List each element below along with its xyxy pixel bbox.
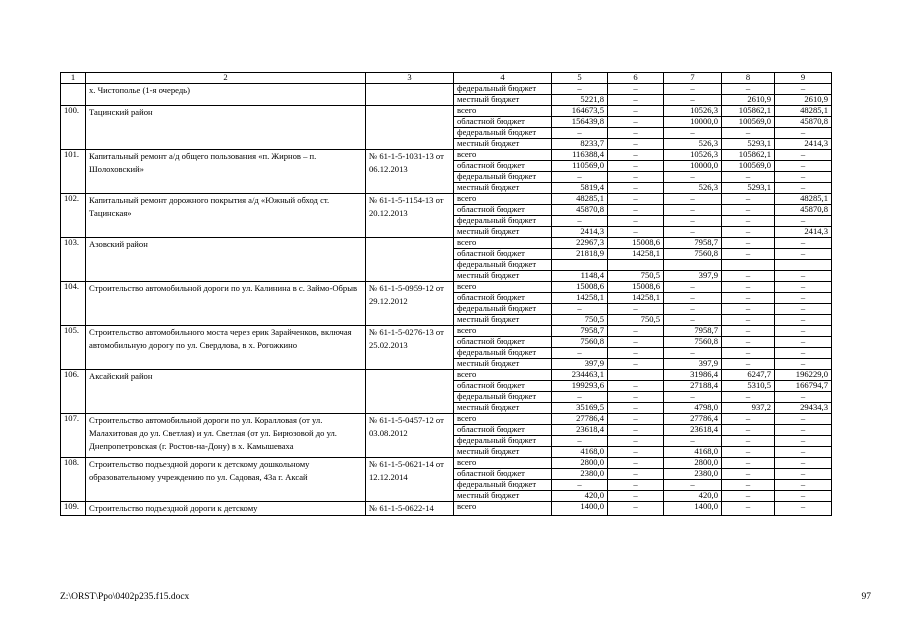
value-cell: –	[722, 337, 775, 348]
budget-type: областной бюджет	[454, 381, 552, 392]
value-cell: 397,9	[664, 271, 722, 282]
item-document: № 61-1-5-0959-12 от 29.12.2012	[366, 282, 454, 326]
value-cell: –	[722, 348, 775, 359]
budget-type: федеральный бюджет	[454, 348, 552, 359]
value-cell: 6247,7	[722, 370, 775, 381]
value-cell	[775, 260, 832, 271]
table-row	[61, 414, 832, 425]
value-cell: –	[775, 150, 832, 161]
budget-type: федеральный бюджет	[454, 436, 552, 447]
table-body	[61, 84, 832, 516]
budget-type: федеральный бюджет	[454, 480, 552, 491]
value-cell	[608, 370, 664, 381]
item-number: 108.	[61, 458, 86, 502]
value-cell: 156439,8	[552, 117, 608, 128]
budget-type: местный бюджет	[454, 447, 552, 458]
budget-type: областной бюджет	[454, 205, 552, 216]
page-number: 97	[861, 592, 871, 602]
table-row	[61, 370, 832, 381]
value-cell: 100569,0	[722, 161, 775, 172]
value-cell: –	[775, 469, 832, 480]
item-name: Капитальный ремонт а/д общего пользования «п. Жирнов – п. Шолоховский»	[86, 150, 366, 194]
budget-type: областной бюджет	[454, 425, 552, 436]
value-cell: 2800,0	[552, 458, 608, 469]
value-cell: –	[722, 172, 775, 183]
item-name: Аксайский район	[86, 370, 366, 414]
header-row	[61, 73, 832, 84]
value-cell: –	[608, 337, 664, 348]
value-cell: 5293,1	[722, 183, 775, 194]
value-cell: –	[775, 502, 832, 516]
value-cell: –	[608, 84, 664, 95]
budget-type: всего	[454, 458, 552, 469]
value-cell: 48285,1	[775, 194, 832, 205]
value-cell: –	[722, 227, 775, 238]
table-row	[61, 282, 832, 293]
value-cell: –	[722, 436, 775, 447]
budget-type: областной бюджет	[454, 117, 552, 128]
table-row	[61, 238, 832, 249]
value-cell: –	[775, 282, 832, 293]
value-cell: –	[775, 447, 832, 458]
header-cell: 2	[86, 73, 366, 84]
budget-type: областной бюджет	[454, 469, 552, 480]
footer-file-path: Z:\ORST\Ppo\0402p235.f15.docx	[60, 592, 190, 602]
value-cell: –	[608, 194, 664, 205]
value-cell: 5293,1	[722, 139, 775, 150]
item-number: 104.	[61, 282, 86, 326]
item-document: № 61-1-5-0621-14 от 12.12.2014	[366, 458, 454, 502]
value-cell: 2414,3	[552, 227, 608, 238]
value-cell: –	[664, 436, 722, 447]
value-cell: 105862,1	[722, 150, 775, 161]
value-cell: –	[552, 304, 608, 315]
value-cell: –	[608, 348, 664, 359]
budget-table	[60, 72, 832, 516]
value-cell: –	[664, 282, 722, 293]
value-cell: –	[722, 293, 775, 304]
value-cell: –	[664, 216, 722, 227]
value-cell: –	[722, 315, 775, 326]
item-name: Строительство автомобильной дороги по ул. Калинина в с. Займо-Обрыв	[86, 282, 366, 326]
value-cell: –	[608, 205, 664, 216]
budget-type: местный бюджет	[454, 227, 552, 238]
value-cell: 1148,4	[552, 271, 608, 282]
value-cell: 31986,4	[664, 370, 722, 381]
item-number: 109.	[61, 502, 86, 516]
value-cell: –	[722, 502, 775, 516]
item-document: № 61-1-5-1154-13 от 20.12.2013	[366, 194, 454, 238]
value-cell: –	[608, 172, 664, 183]
header-cell: 9	[775, 73, 832, 84]
value-cell: –	[664, 348, 722, 359]
value-cell: –	[722, 326, 775, 337]
value-cell	[552, 260, 608, 271]
item-name: Строительство подъездной дороги к детскому дошкольному образовательному учреждению по ул. Садовая, 43а г. Аксай	[86, 458, 366, 502]
value-cell: –	[552, 84, 608, 95]
value-cell: 10000,0	[664, 161, 722, 172]
item-name: Капитальный ремонт дорожного покрытия а/д «Южный обход ст. Тацинская»	[86, 194, 366, 238]
item-document: № 61-1-5-1031-13 от 06.12.2013	[366, 150, 454, 194]
item-name: Тацинский район	[86, 106, 366, 150]
value-cell: 7958,7	[664, 326, 722, 337]
value-cell: 15008,6	[608, 238, 664, 249]
value-cell: 2414,3	[775, 139, 832, 150]
value-cell: –	[722, 414, 775, 425]
value-cell: –	[608, 469, 664, 480]
value-cell: 4168,0	[552, 447, 608, 458]
value-cell: –	[608, 480, 664, 491]
header-cell: 3	[366, 73, 454, 84]
value-cell: 7560,8	[552, 337, 608, 348]
value-cell: 4798,0	[664, 403, 722, 414]
value-cell: –	[722, 425, 775, 436]
table-row	[61, 502, 832, 516]
budget-type: местный бюджет	[454, 95, 552, 106]
budget-type: местный бюджет	[454, 271, 552, 282]
value-cell: 23618,4	[664, 425, 722, 436]
header-cell: 4	[454, 73, 552, 84]
value-cell: –	[664, 95, 722, 106]
budget-type: областной бюджет	[454, 249, 552, 260]
value-cell: –	[775, 293, 832, 304]
value-cell: 27188,4	[664, 381, 722, 392]
table-row	[61, 84, 832, 95]
item-document	[366, 106, 454, 150]
value-cell: –	[722, 458, 775, 469]
value-cell: 1400,0	[664, 502, 722, 516]
table-row	[61, 150, 832, 161]
value-cell: 35169,5	[552, 403, 608, 414]
value-cell: –	[608, 161, 664, 172]
budget-type: областной бюджет	[454, 293, 552, 304]
value-cell: 10526,3	[664, 150, 722, 161]
value-cell: –	[722, 84, 775, 95]
value-cell: 8233,7	[552, 139, 608, 150]
value-cell: 526,3	[664, 183, 722, 194]
value-cell: –	[608, 150, 664, 161]
value-cell: 526,3	[664, 139, 722, 150]
budget-type: всего	[454, 282, 552, 293]
header-cell: 7	[664, 73, 722, 84]
value-cell: –	[722, 249, 775, 260]
value-cell: –	[722, 128, 775, 139]
value-cell: 234463,1	[552, 370, 608, 381]
value-cell: –	[722, 304, 775, 315]
value-cell: –	[775, 84, 832, 95]
value-cell: –	[664, 227, 722, 238]
value-cell: –	[775, 128, 832, 139]
value-cell: –	[775, 172, 832, 183]
value-cell: –	[722, 216, 775, 227]
header-cell: 8	[722, 73, 775, 84]
budget-type: федеральный бюджет	[454, 304, 552, 315]
value-cell: 10526,3	[664, 106, 722, 117]
value-cell: –	[608, 502, 664, 516]
value-cell: –	[608, 304, 664, 315]
value-cell: 397,9	[664, 359, 722, 370]
value-cell: –	[608, 139, 664, 150]
header-cell: 5	[552, 73, 608, 84]
value-cell: –	[608, 447, 664, 458]
value-cell: 750,5	[608, 271, 664, 282]
budget-type: федеральный бюджет	[454, 128, 552, 139]
value-cell: –	[722, 469, 775, 480]
item-number	[61, 84, 86, 106]
table-row	[61, 326, 832, 337]
value-cell	[722, 260, 775, 271]
value-cell	[608, 260, 664, 271]
value-cell: 100569,0	[722, 117, 775, 128]
item-number: 106.	[61, 370, 86, 414]
header-cell: 6	[608, 73, 664, 84]
value-cell: –	[608, 95, 664, 106]
value-cell: 164673,5	[552, 106, 608, 117]
value-cell: –	[775, 315, 832, 326]
table-row	[61, 106, 832, 117]
value-cell: –	[722, 392, 775, 403]
item-document: № 61-1-5-0457-12 от 03.08.2012	[366, 414, 454, 458]
budget-type: всего	[454, 194, 552, 205]
value-cell: –	[722, 282, 775, 293]
budget-type: федеральный бюджет	[454, 216, 552, 227]
value-cell: –	[608, 458, 664, 469]
value-cell: –	[775, 326, 832, 337]
budget-type: областной бюджет	[454, 337, 552, 348]
value-cell: 23618,4	[552, 425, 608, 436]
value-cell: 199293,6	[552, 381, 608, 392]
item-document	[366, 370, 454, 414]
budget-type: местный бюджет	[454, 183, 552, 194]
budget-type: всего	[454, 414, 552, 425]
budget-type: федеральный бюджет	[454, 84, 552, 95]
value-cell: –	[775, 359, 832, 370]
value-cell: –	[722, 480, 775, 491]
value-cell: –	[775, 414, 832, 425]
value-cell: 1400,0	[552, 502, 608, 516]
value-cell: –	[664, 304, 722, 315]
value-cell: –	[552, 480, 608, 491]
item-number: 100.	[61, 106, 86, 150]
item-document	[366, 238, 454, 282]
value-cell: 420,0	[552, 491, 608, 502]
value-cell: –	[775, 183, 832, 194]
value-cell: –	[664, 293, 722, 304]
value-cell: 397,9	[552, 359, 608, 370]
budget-type: всего	[454, 150, 552, 161]
value-cell: 15008,6	[608, 282, 664, 293]
value-cell: –	[775, 436, 832, 447]
value-cell: –	[775, 491, 832, 502]
value-cell: 7560,8	[664, 249, 722, 260]
budget-type: всего	[454, 326, 552, 337]
value-cell: 22967,3	[552, 238, 608, 249]
item-name: Строительство автомобильной дороги по ул. Коралловая (от ул. Малахитовая до ул. Светлая) и ул. Светлая (от ул. Бирюзовой до ул. Днепропетровская (г. Ростов-на-Дону) в х. Камышеваха	[86, 414, 366, 458]
budget-type: федеральный бюджет	[454, 260, 552, 271]
value-cell: 27786,4	[664, 414, 722, 425]
value-cell: –	[664, 480, 722, 491]
item-document	[366, 84, 454, 106]
value-cell: 5819,4	[552, 183, 608, 194]
value-cell: 2380,0	[552, 469, 608, 480]
value-cell: –	[552, 436, 608, 447]
budget-type: всего	[454, 370, 552, 381]
value-cell: 15008,6	[552, 282, 608, 293]
value-cell: 48285,1	[775, 106, 832, 117]
item-document: № 61-1-5-0622-14	[366, 502, 454, 516]
value-cell: 750,5	[608, 315, 664, 326]
value-cell: –	[775, 480, 832, 491]
value-cell: –	[775, 348, 832, 359]
value-cell: 2610,9	[775, 95, 832, 106]
value-cell: –	[608, 128, 664, 139]
budget-type: местный бюджет	[454, 315, 552, 326]
value-cell: 48285,1	[552, 194, 608, 205]
budget-type: федеральный бюджет	[454, 392, 552, 403]
value-cell: –	[608, 216, 664, 227]
value-cell: –	[775, 458, 832, 469]
budget-type: местный бюджет	[454, 359, 552, 370]
value-cell: –	[775, 216, 832, 227]
value-cell: –	[664, 172, 722, 183]
value-cell: –	[552, 216, 608, 227]
value-cell: –	[722, 359, 775, 370]
value-cell: –	[608, 381, 664, 392]
value-cell: –	[664, 392, 722, 403]
value-cell: –	[608, 117, 664, 128]
value-cell: –	[722, 447, 775, 458]
value-cell: –	[722, 238, 775, 249]
value-cell: –	[775, 161, 832, 172]
value-cell: 5221,8	[552, 95, 608, 106]
item-name: Строительство подъездной дороги к детскому	[86, 502, 366, 516]
value-cell: –	[722, 194, 775, 205]
value-cell: –	[722, 491, 775, 502]
value-cell: 14258,1	[608, 249, 664, 260]
value-cell: –	[552, 348, 608, 359]
value-cell: 937,2	[722, 403, 775, 414]
value-cell: –	[775, 304, 832, 315]
value-cell: –	[722, 271, 775, 282]
value-cell: –	[775, 238, 832, 249]
value-cell: 29434,3	[775, 403, 832, 414]
value-cell: 7958,7	[664, 238, 722, 249]
value-cell: –	[608, 326, 664, 337]
header-cell: 1	[61, 73, 86, 84]
value-cell: –	[608, 106, 664, 117]
table-row	[61, 458, 832, 469]
value-cell: 750,5	[552, 315, 608, 326]
value-cell: –	[608, 425, 664, 436]
item-number: 101.	[61, 150, 86, 194]
value-cell: 116388,4	[552, 150, 608, 161]
value-cell: –	[608, 183, 664, 194]
value-cell: 45870,8	[775, 205, 832, 216]
value-cell: –	[608, 436, 664, 447]
value-cell: 420,0	[664, 491, 722, 502]
value-cell: 14258,1	[552, 293, 608, 304]
value-cell: 2610,9	[722, 95, 775, 106]
budget-type: местный бюджет	[454, 403, 552, 414]
value-cell: –	[722, 205, 775, 216]
value-cell: –	[664, 84, 722, 95]
value-cell: –	[608, 359, 664, 370]
value-cell: 105862,1	[722, 106, 775, 117]
value-cell: –	[552, 128, 608, 139]
item-number: 103.	[61, 238, 86, 282]
value-cell: –	[608, 392, 664, 403]
budget-type: всего	[454, 238, 552, 249]
value-cell: –	[608, 414, 664, 425]
value-cell: 2380,0	[664, 469, 722, 480]
value-cell: 10000,0	[664, 117, 722, 128]
item-name: Строительство автомобильного моста через ерик Зарайченков, включая автомобильную дорогу по ул. Свердлова, в х. Рогожкино	[86, 326, 366, 370]
value-cell: –	[664, 194, 722, 205]
value-cell: –	[552, 172, 608, 183]
value-cell: –	[608, 403, 664, 414]
budget-type: всего	[454, 106, 552, 117]
value-cell: –	[664, 315, 722, 326]
value-cell: –	[775, 425, 832, 436]
value-cell: –	[664, 128, 722, 139]
value-cell: 45870,8	[775, 117, 832, 128]
value-cell: 2414,3	[775, 227, 832, 238]
value-cell	[664, 260, 722, 271]
item-number: 105.	[61, 326, 86, 370]
item-number: 107.	[61, 414, 86, 458]
value-cell: 110569,0	[552, 161, 608, 172]
budget-type: местный бюджет	[454, 139, 552, 150]
item-number: 102.	[61, 194, 86, 238]
value-cell: –	[608, 491, 664, 502]
item-name: х. Чистополье (1-я очередь)	[86, 84, 366, 106]
table-row	[61, 194, 832, 205]
budget-type: всего	[454, 502, 552, 516]
value-cell: –	[664, 205, 722, 216]
budget-type: местный бюджет	[454, 491, 552, 502]
item-name: Азовский район	[86, 238, 366, 282]
budget-type: федеральный бюджет	[454, 172, 552, 183]
value-cell: 196229,0	[775, 370, 832, 381]
value-cell: –	[775, 249, 832, 260]
value-cell: –	[775, 271, 832, 282]
value-cell: 7958,7	[552, 326, 608, 337]
value-cell: 2800,0	[664, 458, 722, 469]
value-cell: 4168,0	[664, 447, 722, 458]
value-cell: 14258,1	[608, 293, 664, 304]
value-cell: –	[608, 227, 664, 238]
value-cell: 166794,7	[775, 381, 832, 392]
value-cell: 45870,8	[552, 205, 608, 216]
value-cell: –	[552, 392, 608, 403]
value-cell: 21818,9	[552, 249, 608, 260]
value-cell: 5310,5	[722, 381, 775, 392]
value-cell: –	[775, 392, 832, 403]
value-cell: 27786,4	[552, 414, 608, 425]
budget-type: областной бюджет	[454, 161, 552, 172]
item-document: № 61-1-5-0276-13 от 25.02.2013	[366, 326, 454, 370]
value-cell: –	[775, 337, 832, 348]
value-cell: 7560,8	[664, 337, 722, 348]
